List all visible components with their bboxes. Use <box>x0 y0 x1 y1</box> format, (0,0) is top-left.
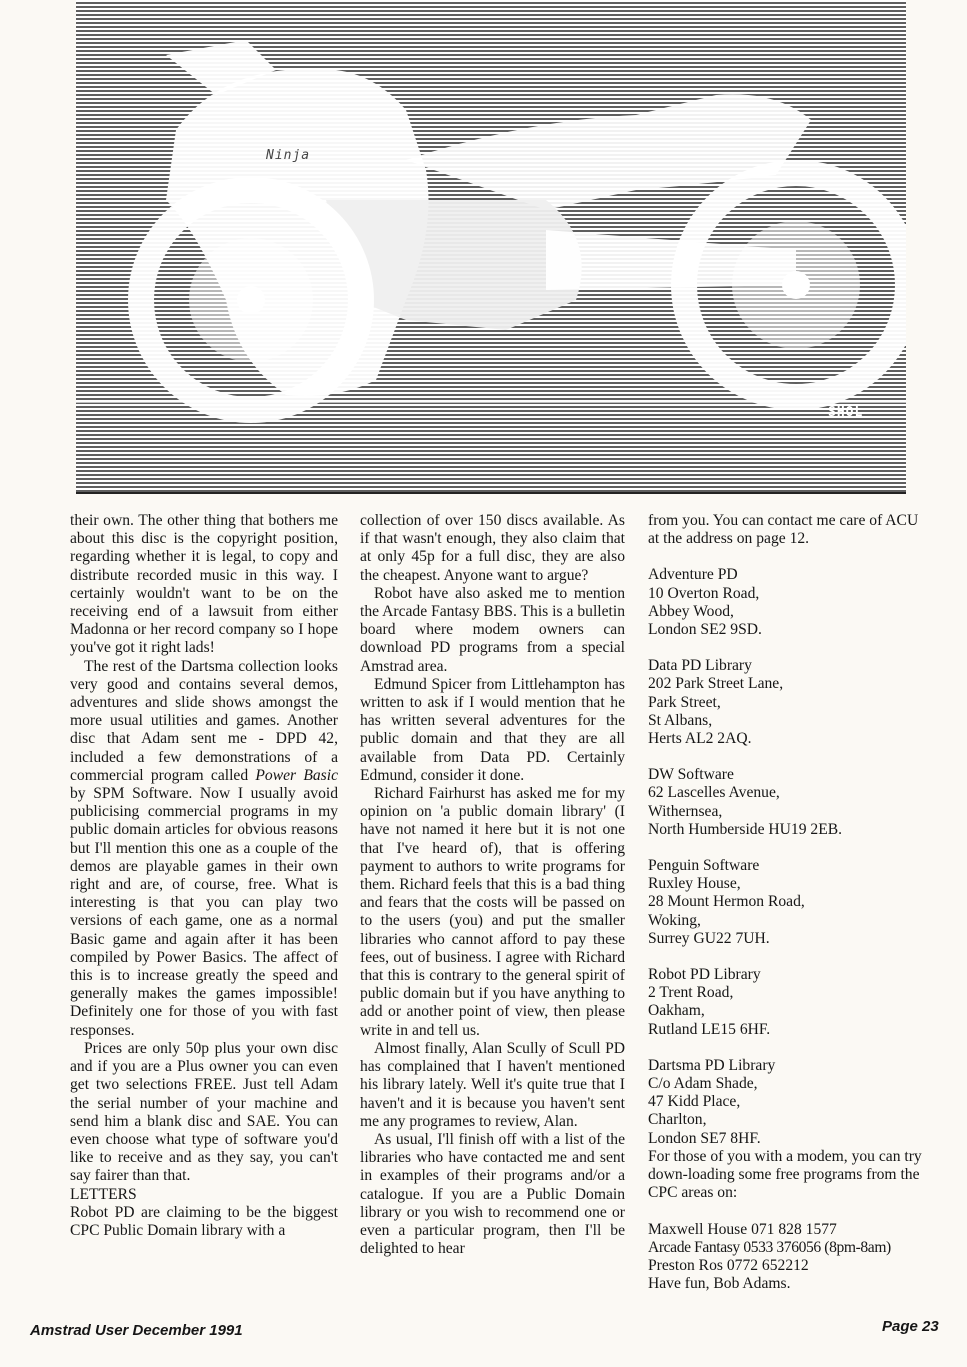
list-item: Preston Ros 0772 652212 <box>648 1256 809 1274</box>
paragraph: Richard Fairhurst has asked me for my opinion on 'a public domain library' (I have not named it here but it is not one that I've heard of), that is offering payment to authors to write programs for them. Richard feels that this is a bad thing and fears that the costs will be passed on to the users (you) and put the smaller libraries who cannot afford to pay these fees, out of business. I agree with Richard that this is contrary to the general spirit of public domain but if you have anything to add or another point of view, then please write in and tell us. <box>360 785 625 1039</box>
paragraph: Edmund Spicer from Littlehampton has written to ask if I would mention that he has written several adventures for the public domain and that they are all available from Data PD. Certainly Edmund, consider it done. <box>360 675 625 784</box>
footer-page-number: Page 23 <box>882 1318 939 1335</box>
paragraph: Robot PD are claiming to be the biggest CPC Public Domain library with a <box>70 1203 338 1239</box>
sign-off: Have fun, Bob Adams. <box>648 1275 791 1293</box>
bbs-list <box>648 1221 928 1294</box>
tank-label: Ninja <box>266 148 311 163</box>
artist-signature: SHOL <box>828 405 864 420</box>
motorcycle-icon <box>76 0 906 492</box>
paragraph: from you. You can contact me care of ACU at the address on page 12. <box>648 512 919 548</box>
address-block: Robot PD Library 2 Trent Road, Oakham, Rutland LE15 6HF. <box>648 966 771 1038</box>
list-item: Maxwell House 071 828 1577 <box>648 1220 837 1238</box>
paragraph: As usual, I'll finish off with a list of the libraries who have contacted me and sent in examples of their programs and/or a catalogue. If you are a Public Domain library or you wish to recommend one or even a particular program, then I'll be delighted to hear <box>360 1130 625 1258</box>
paragraph: collection of over 150 discs available. As if that wasn't enough, they also claim that at only 45p for a full disc, they are also the cheapest. Anyone want to argue? <box>360 512 625 584</box>
list-item: Arcade Fantasy 0533 376056 (8pm-8am) <box>648 1238 891 1256</box>
article-column-2 <box>360 512 625 1258</box>
address-block: Adventure PD 10 Overton Road, Abbey Wood, London SE2 9SD. <box>648 566 762 639</box>
paragraph: Almost finally, Alan Scully of Scull PD has complained that I haven't mentioned his library lately. Well it's quite true that I haven't and it is because you haven't sent me any programes to review, Alan. <box>360 1039 625 1130</box>
article-column-1 <box>70 512 338 1240</box>
paragraph: For those of you with a modem, you can try down-loading some free programs from the CPC areas on: <box>648 1147 922 1202</box>
paragraph: Robot have also asked me to mention the Arcade Fantasy BBS. This is a bulletin board where modem owners can download PD programs from a special Amstrad area. <box>360 584 625 675</box>
address-block: DW Software 62 Lascelles Avenue, Withernsea, North Humberside HU19 2EB. <box>648 766 843 838</box>
motorcycle-artwork <box>76 0 906 494</box>
paragraph: their own. The other thing that bothers me about this disc is the copyright position, regarding whether it is legal, to copy and distribute recorded music in this way. I certainly wouldn't want to be on the receiving end of a lawsuit from either Madonna or her record company so I hope you've got it right lads! <box>70 512 338 657</box>
section-heading: LETTERS <box>70 1185 137 1203</box>
address-block: Dartsma PD Library C/o Adam Shade, 47 Kidd Place, Charlton, London SE7 8HF. <box>648 1056 776 1147</box>
address-block: Data PD Library 202 Park Street Lane, Park Street, St Albans, Herts AL2 2AQ. <box>648 657 784 748</box>
footer-publication: Amstrad User December 1991 <box>30 1322 243 1339</box>
paragraph: Prices are only 50p plus your own disc and if you are a Plus owner you can even get two selections FREE. Just tell Adam the serial number of your machine and send him a blank disc and SAE. You can even choose what type of software you'd like to receive and as they say, you can't say fairer than that. <box>70 1039 338 1185</box>
product-name: Power Basic <box>255 766 338 784</box>
paragraph: The rest of the Dartsma collection looks very good and contains several demos, adventures and slide shows amongst the more usual utilities and games. Another disc that Adam sent me - DPD 42, included a few demonstrations of a commercial program called Power Basic by SPM Software. Now I usually avoid publicising commercial programs in my public domain articles for obvious reasons but I'll mention this one as a couple of the demos are playable games in their own right and are, of course, free. What is interesting is that you can play two versions of each game, one as a normal Basic game and again after it has been compiled by Power Basics. The affect of this is to increase greatly the speed and generally makes the games impossible! Definitely one for those of you with fast responses. <box>70 657 338 1039</box>
address-block: Penguin Software Ruxley House, 28 Mount Hermon Road, Woking, Surrey GU22 7UH. <box>648 857 805 947</box>
article-column-3 <box>648 512 928 1293</box>
